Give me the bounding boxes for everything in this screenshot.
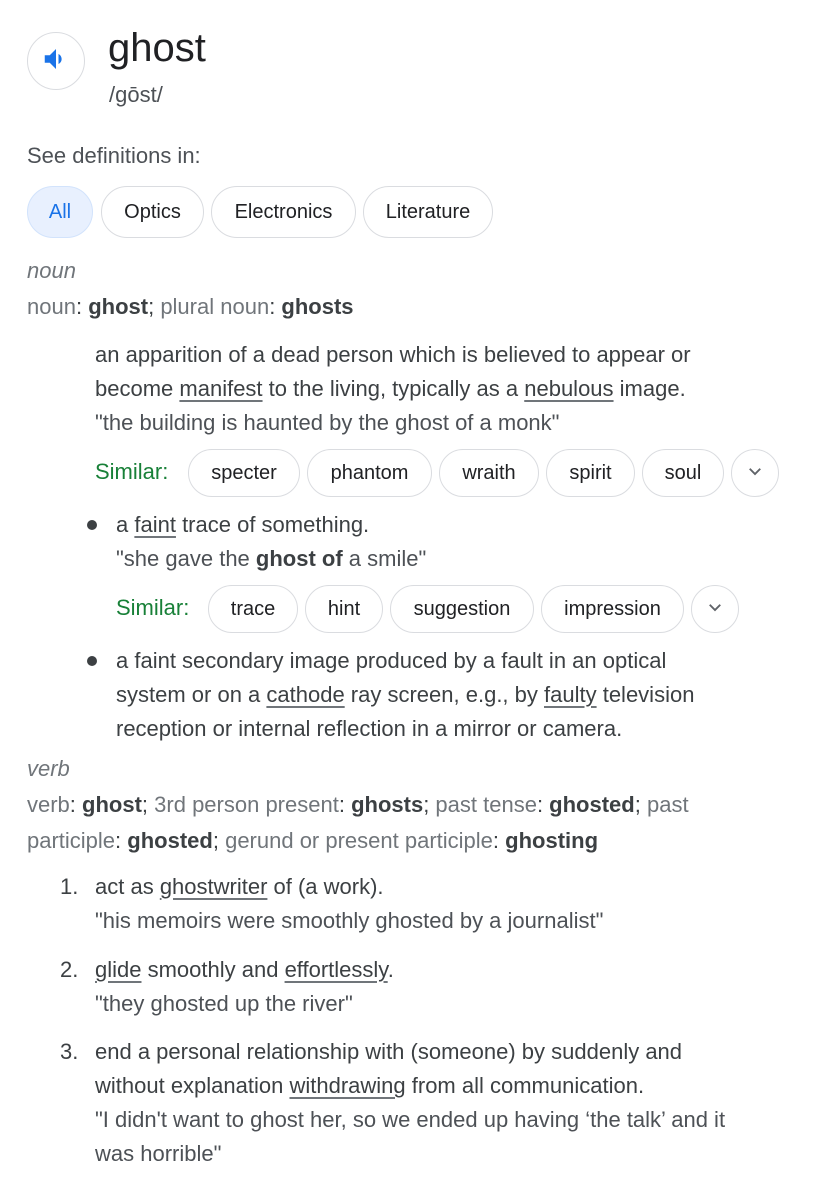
link-withdrawing[interactable]: withdrawing (289, 1073, 406, 1098)
phonetic: /gōst/ (109, 82, 163, 107)
chevron-down-icon (706, 598, 724, 621)
similar-trace[interactable]: trace (208, 585, 298, 633)
similar-label: Similar: (116, 595, 190, 620)
similar-spirit[interactable]: spirit (546, 449, 635, 497)
headword: ghost (108, 26, 206, 70)
verb-example-3-line2: was horrible" (95, 1141, 222, 1166)
noun-label: noun (27, 258, 76, 283)
chip-literature[interactable]: Literature (363, 186, 493, 238)
noun-def-3: a faint secondary image produced by a fault in an optical system or on a cathode ray screen, e.g., by faulty television reception or internal reflection in a mirror or camera. (116, 648, 695, 741)
verb-def-2: glide smoothly and effortlessly. "they ghosted up the river" (95, 953, 394, 1021)
more-similar-button[interactable] (731, 449, 779, 497)
definitions-filter-label: See definitions in: (27, 143, 201, 168)
similar-wraith[interactable]: wraith (439, 449, 539, 497)
noun-forms: noun: ghost; plural noun: ghosts (27, 294, 354, 319)
link-ghostwriter[interactable]: ghostwriter (159, 874, 268, 899)
verb-example-2: "they ghosted up the river" (95, 991, 353, 1016)
noun-example-1: "the building is haunted by the ghost of a monk" (95, 410, 560, 435)
verb-def-number: 3. (60, 1039, 79, 1064)
link-faint[interactable]: faint (134, 512, 176, 537)
chip-all[interactable]: All (27, 186, 93, 238)
verb-def-number: 1. (60, 874, 79, 899)
play-pronunciation-button[interactable] (27, 32, 85, 90)
verb-example-3-line1: "I didn't want to ghost her, so we ended up having ‘the talk’ and it (95, 1107, 726, 1132)
bullet (87, 656, 97, 666)
similar-impression[interactable]: impression (541, 585, 684, 633)
link-manifest[interactable]: manifest (179, 376, 263, 401)
verb-def-number: 2. (60, 957, 79, 982)
noun-example-2: "she gave the ghost of a smile" (116, 546, 427, 571)
chip-optics[interactable]: Optics (101, 186, 204, 238)
noun-def-1: an apparition of a dead person which is believed to appear or become manifest to the living, typically as a nebulous image. "the building is haunted by the ghost of a monk" (95, 338, 691, 440)
more-similar-button[interactable] (691, 585, 739, 633)
noun-def-2: a faint trace of something. "she gave the ghost of a smile" (116, 508, 426, 576)
verb-example-1: "his memoirs were smoothly ghosted by a journalist" (95, 908, 604, 933)
similar-soul[interactable]: soul (642, 449, 724, 497)
link-cathode[interactable]: cathode (266, 682, 345, 707)
chevron-down-icon (746, 462, 764, 485)
similar-label: Similar: (95, 459, 169, 484)
bullet (87, 520, 97, 530)
link-glide[interactable]: glide (95, 957, 142, 982)
verb-def-1: act as ghostwriter of (a work). "his memoirs were smoothly ghosted by a journalist" (95, 870, 603, 938)
verb-def-3: end a personal relationship with (someone) by suddenly and without explanation withdrawing from all communication. "I didn't want to ghost her, so we ended up having ‘the talk’ and it was horrible" (95, 1035, 815, 1171)
speaker-icon (41, 44, 71, 79)
similar-specter[interactable]: specter (188, 449, 300, 497)
similar-hint[interactable]: hint (305, 585, 383, 633)
link-faulty[interactable]: faulty (544, 682, 597, 707)
verb-label: verb (27, 756, 70, 781)
chip-electronics[interactable]: Electronics (211, 186, 356, 238)
similar-phantom[interactable]: phantom (307, 449, 432, 497)
verb-forms: verb: ghost; 3rd person present: ghosts; past tense: ghosted; past participle: ghosted; gerund or present participle: ghosting (27, 792, 689, 853)
link-nebulous[interactable]: nebulous (524, 376, 614, 401)
link-effortlessly[interactable]: effortlessly (284, 957, 388, 982)
similar-suggestion[interactable]: suggestion (390, 585, 534, 633)
